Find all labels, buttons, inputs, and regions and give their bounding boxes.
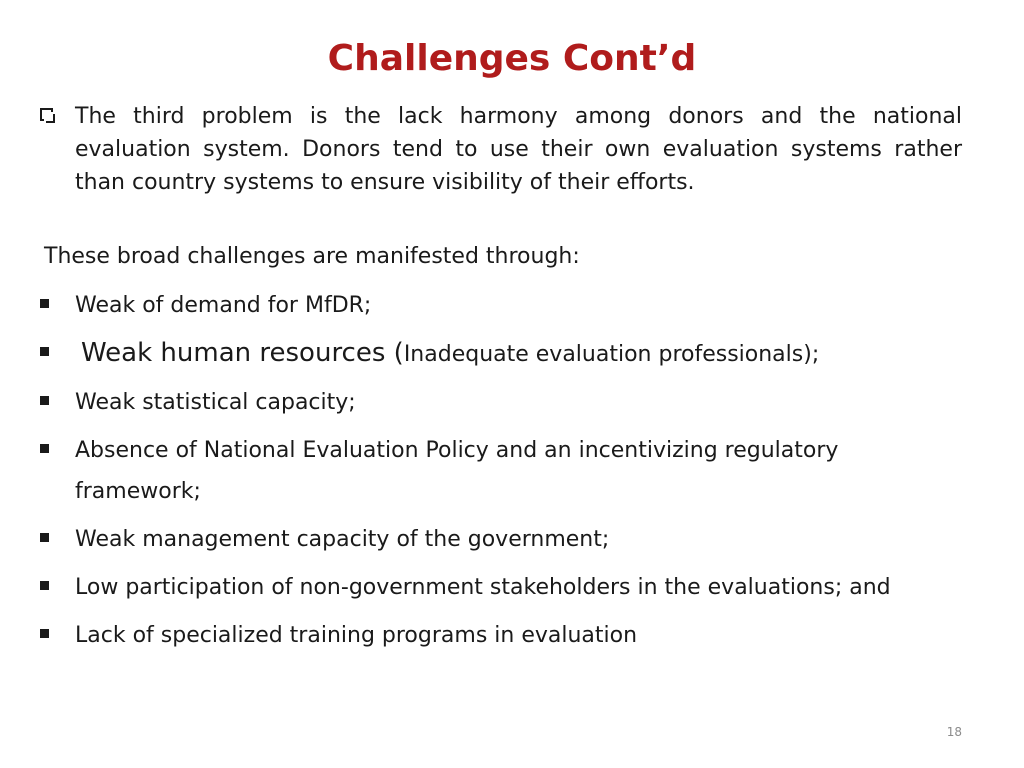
list-item [40, 333, 940, 375]
checkbox-bullet-icon [40, 108, 53, 121]
challenge-list [40, 285, 940, 663]
slide-title: Challenges Cont’d [327, 38, 697, 79]
square-bullet-icon [40, 581, 49, 590]
list-item [40, 430, 940, 512]
list-item [40, 519, 940, 560]
list-item-text: Absence of National Evaluation Policy and an incentivizing regulatory framework; [75, 438, 839, 504]
list-item [40, 285, 940, 326]
intro-paragraph [40, 100, 962, 199]
square-bullet-icon [40, 444, 49, 453]
list-item-text: Weak of demand for MfDR; [75, 293, 372, 318]
square-bullet-icon [40, 299, 49, 308]
lead-text: These broad challenges are manifested through: [44, 244, 580, 269]
intro-text: The third problem is the lack harmony among donors and the national evaluation system. Donors tend to use their own evaluation systems rather than country systems to ensure visibility of their efforts. [75, 104, 962, 195]
list-item-text: Weak management capacity of the government; [75, 527, 610, 552]
list-item-lead: Weak human resources ( [81, 338, 404, 368]
square-bullet-icon [40, 347, 49, 356]
square-bullet-icon [40, 533, 49, 542]
list-item [40, 615, 940, 656]
square-bullet-icon [40, 629, 49, 638]
list-item-text: Low participation of non-government stakeholders in the evaluations; and [75, 575, 891, 600]
list-item-text: Lack of specialized training programs in evaluation [75, 623, 638, 648]
list-item [40, 382, 940, 423]
page-number: 18 [946, 725, 962, 739]
list-item-text: Inadequate evaluation professionals); [403, 342, 820, 367]
list-item-text: Weak statistical capacity; [75, 390, 356, 415]
list-item [40, 567, 940, 608]
square-bullet-icon [40, 396, 49, 405]
